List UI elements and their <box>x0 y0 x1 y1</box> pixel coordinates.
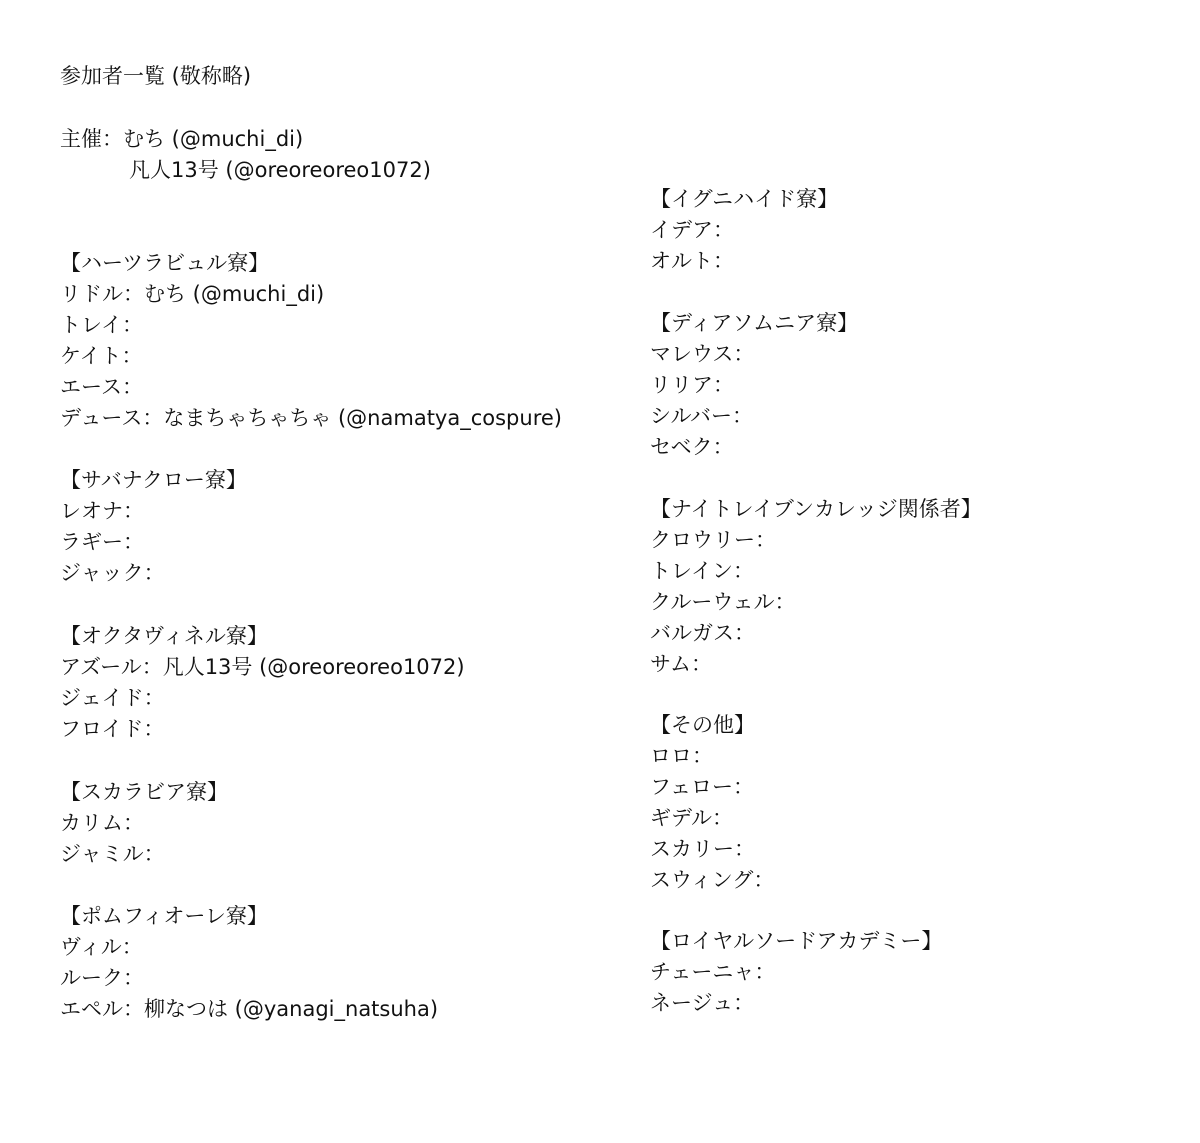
member-line: ジャック： <box>60 561 165 585</box>
organizer-line <box>60 124 303 155</box>
member-line: ヴィル： <box>60 935 143 959</box>
member-line: バルガス： <box>650 621 755 645</box>
member-line: フロイド： <box>60 717 165 741</box>
member-line: ロロ： <box>650 744 713 768</box>
member-line: チェーニャ： <box>650 960 776 984</box>
section-header: 【ディアソムニア寮】 <box>650 311 859 335</box>
organizer-name-secondary: 凡人13号 (@oreoreoreo1072) <box>129 158 431 182</box>
section-header: 【イグニハイド寮】 <box>650 187 839 211</box>
member-line: エペル：柳なつは (@yanagi_natsuha) <box>60 997 439 1021</box>
member-line: フェロー： <box>650 775 754 799</box>
member-line: スウィング： <box>650 868 775 892</box>
member-line: ルーク： <box>60 966 144 990</box>
section-header: 【ハーツラビュル寮】 <box>60 251 270 275</box>
member-line: サム： <box>650 652 712 676</box>
page-title: 参加者一覧 (敬称略) <box>60 64 252 88</box>
section-header: 【オクタヴィネル寮】 <box>60 624 268 648</box>
member-line: トレイ： <box>60 313 143 337</box>
member-line: トレイン： <box>650 559 754 583</box>
member-line: リドル：むち (@muchi_di) <box>60 282 325 306</box>
member-line: ラギー： <box>60 530 144 554</box>
member-line: ギデル： <box>650 806 733 830</box>
member-line: デュース：なまちゃちゃちゃ (@namatya_cospure) <box>60 406 562 430</box>
member-line: エース： <box>60 375 143 399</box>
member-line: アズール：凡人13号 (@oreoreoreo1072) <box>60 655 465 679</box>
section-header: 【ポムフィオーレ寮】 <box>60 904 268 928</box>
organizer-label: 主催： <box>60 127 123 151</box>
member-line: クルーウェル： <box>650 590 796 614</box>
section-header: 【サバナクロー寮】 <box>60 468 247 492</box>
member-line: カリム： <box>60 811 144 835</box>
member-line: セベク： <box>650 435 734 459</box>
member-line: レオナ： <box>60 499 144 523</box>
member-line: ネージュ： <box>650 991 755 1015</box>
member-line: ケイト： <box>60 344 143 368</box>
section-header: 【スカラビア寮】 <box>60 780 228 804</box>
section-header: 【その他】 <box>650 713 755 737</box>
member-line: ジャミル： <box>60 842 165 866</box>
member-line: シルバー： <box>650 404 754 428</box>
member-line: オルト： <box>650 249 734 273</box>
member-line: クロウリー： <box>650 528 776 552</box>
section-header: 【ナイトレイブンカレッジ関係者】 <box>650 497 982 521</box>
member-line: スカリー： <box>650 837 755 861</box>
organizer-name: むち (@muchi_di) <box>123 127 304 151</box>
member-line: イデア： <box>650 218 734 242</box>
member-line: リリア： <box>650 373 734 397</box>
member-line: マレウス： <box>650 342 755 366</box>
section-header: 【ロイヤルソードアカデミー】 <box>650 929 943 953</box>
member-line: ジェイド： <box>60 686 165 710</box>
